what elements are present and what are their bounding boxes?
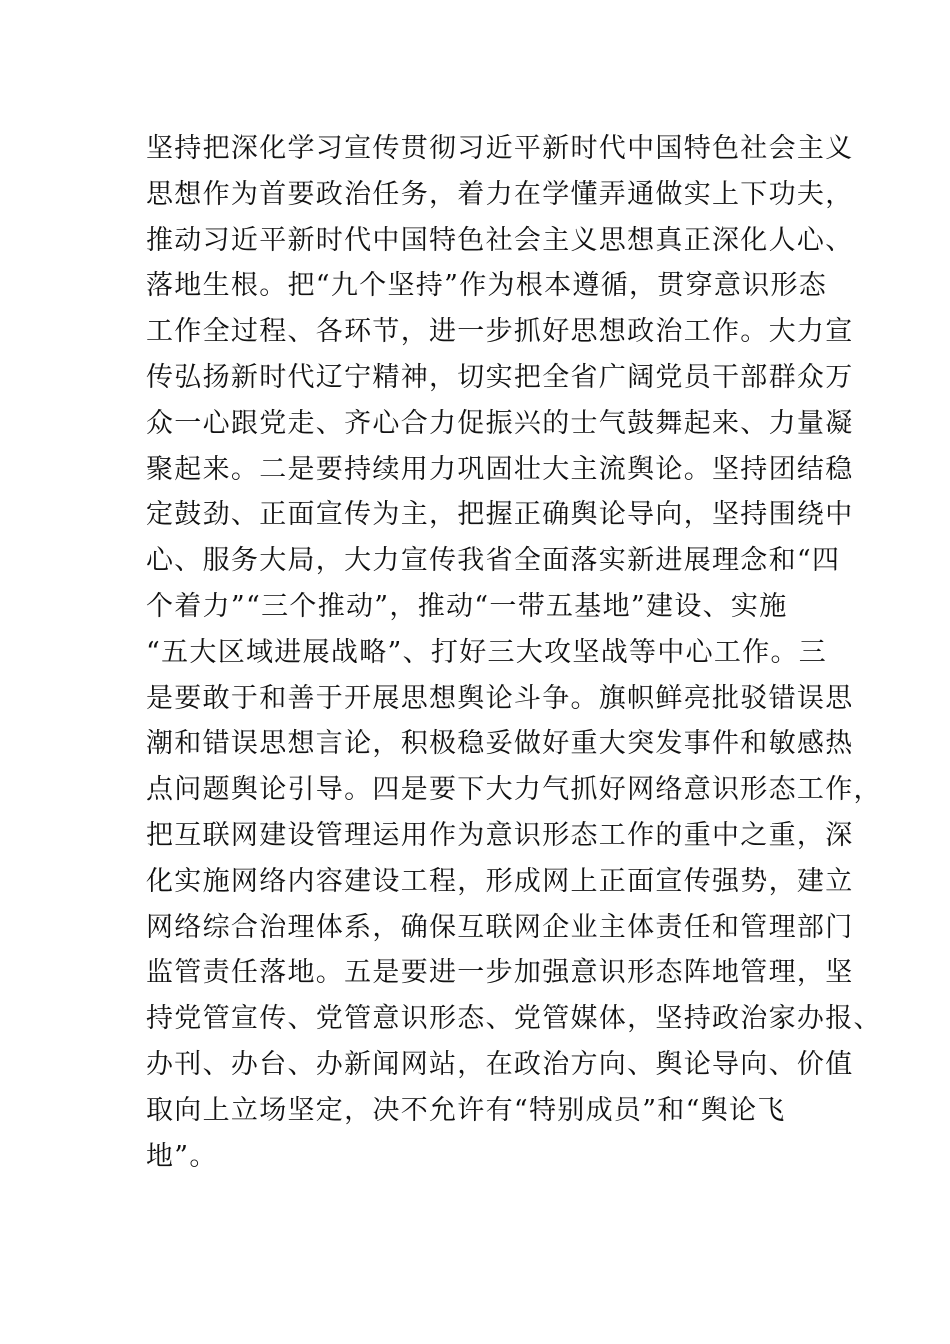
text-line: 潮和错误思想言论，积极稳妥做好重大突发事件和敏感热 [146, 728, 854, 760]
text-line: 是要敢于和善于开展思想舆论斗争。旗帜鲜亮批驳错误思 [146, 682, 854, 714]
text-line: 办刊、办台、办新闻网站，在政治方向、舆论导向、价值 [146, 1048, 854, 1080]
text-line: 心、服务大局，大力宣传我省全面落实新进展理念和“四 [146, 545, 841, 577]
text-line: 众一心跟党走、齐心合力促振兴的士气鼓舞起来、力量凝 [146, 407, 854, 439]
text-line: 化实施网络内容建设工程，形成网上正面宣传强势，建立 [146, 865, 854, 897]
text-line: 工作全过程、各环节，进一步抓好思想政治工作。大力宣 [146, 316, 854, 348]
text-line: 把互联网建设管理运用作为意识形态工作的重中之重，深 [146, 819, 854, 851]
text-line: 持党管宣传、党管意识形态、党管媒体，坚持政治家办报、 [146, 1003, 882, 1035]
text-line: 推动习近平新时代中国特色社会主义思想真正深化人心、 [146, 224, 854, 256]
text-line: “五大区域进展战略”、打好三大攻坚战等中心工作。三 [146, 636, 828, 668]
text-line: 取向上立场坚定，决不允许有“特别成员”和“舆论飞 [146, 1094, 786, 1126]
text-line: 地”。 [146, 1140, 218, 1172]
text-line: 个着力”“三个推动”，推动“一带五基地”建设、实施 [146, 590, 788, 622]
text-line: 定鼓劲、正面宣传为主，把握正确舆论导向，坚持围绕中 [146, 499, 854, 531]
body-paragraph [146, 126, 882, 1179]
text-line: 监管责任落地。五是要进一步加强意识形态阵地管理，坚 [146, 957, 854, 989]
text-line: 聚起来。二是要持续用力巩固壮大主流舆论。坚持团结稳 [146, 453, 854, 485]
text-line: 坚持把深化学习宣传贯彻习近平新时代中国特色社会主义 [146, 133, 854, 164]
text-line: 传弘扬新时代辽宁精神，切实把全省广阔党员干部群众万 [146, 361, 854, 393]
text-line: 网络综合治理体系，确保互联网企业主体责任和管理部门 [146, 911, 854, 943]
text-line: 点问题舆论引导。四是要下大力气抓好网络意识形态工作， [146, 774, 882, 806]
text-line: 思想作为首要政治任务，着力在学懂弄通做实上下功夫， [146, 178, 854, 210]
text-line: 落地生根。把“九个坚持”作为根本遵循，贯穿意识形态 [146, 270, 828, 302]
